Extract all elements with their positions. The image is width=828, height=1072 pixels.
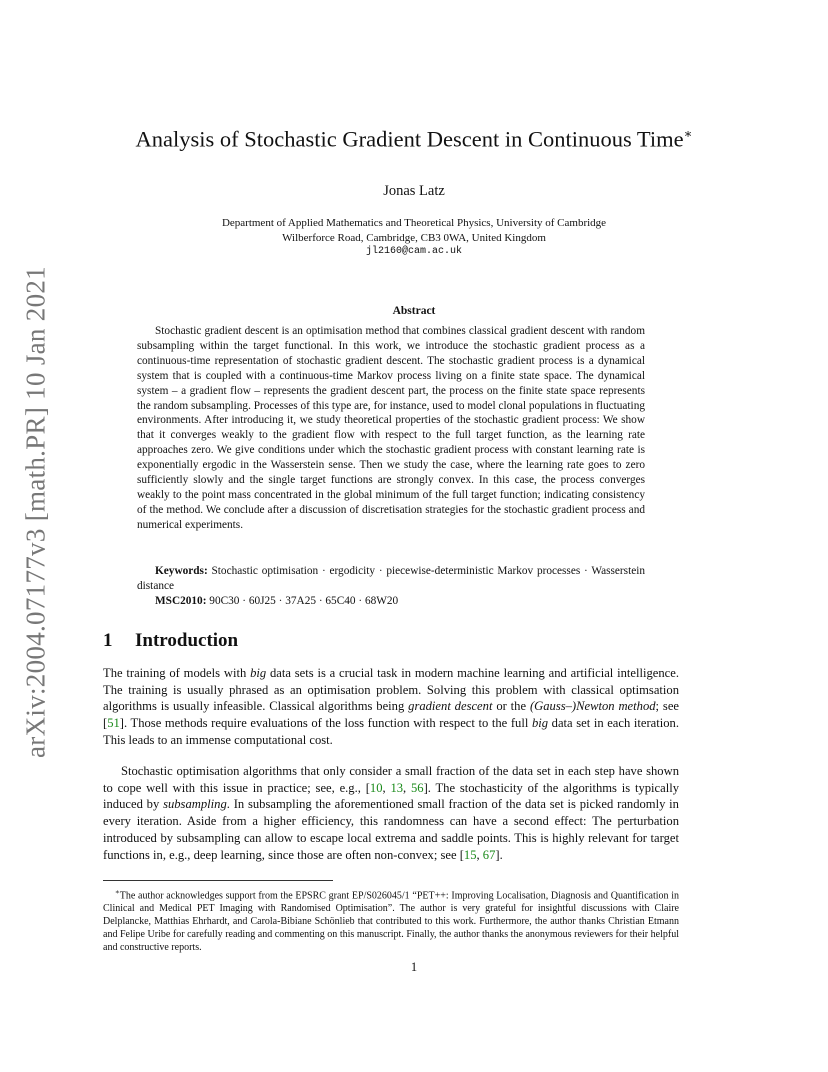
msc-text: 90C30 · 60J25 · 37A25 · 65C40 · 68W20 (209, 595, 399, 607)
text-run: data sets is a crucial task in modern machine learning and artificial intelligence. The training is usually phrased as an optimisation problem. Solving this problem with classical optimsation algorithms is usually infeasible. Classical algorithms being (103, 666, 679, 714)
affiliation (0, 216, 828, 246)
section-title: Introduction (135, 630, 239, 651)
abstract-heading: Abstract (392, 305, 436, 317)
msc-label: MSC2010: (155, 595, 207, 607)
citation-link[interactable]: 67 (482, 847, 496, 862)
affiliation-line-2: Wilberforce Road, Cambridge, CB3 0WA, United Kingdom (282, 232, 546, 244)
citation-link[interactable]: 15 (463, 847, 477, 862)
emphasis: gradient descent (408, 699, 493, 714)
author-email[interactable]: jl2160@cam.ac.uk (365, 246, 462, 257)
text-run: or the (492, 699, 530, 714)
abstract-body: Stochastic gradient descent is an optimisation method that combines classical gradient descent with random subsampling within the target functional. In this work, we introduce the stochastic gradient process as a continuous-time representation of stochastic gradient descent. The stochastic gradient process is a dynamical system that is coupled with a continuous-time Markov process living on a finite state space. The dynamical system – a gradient flow – represents the gradient descent part, the process on the finite state space represents the random subsampling. Processes of this type are, for instance, used to model clonal populations in fluctuating environments. After introducing it, we study theoretical properties of the stochastic gradient process: We show that it converges weakly to the gradient flow with respect to the full target function, as the learning rate approaches zero. We give conditions under which the stochastic gradient process with constant learning rate is exponentially ergodic in the Wasserstein sense. Then we study the case, where the learning rate goes to zero sufficiently slowly and the single target functions are strongly convex. In this case, the process converges weakly to the point mass concentrated in the global minimum of the full target function; indicating consistency of the method. We conclude after a discussion of discretisation strategies for the stochastic gradient process and numerical experiments. (137, 325, 645, 531)
title-text: Analysis of Stochastic Gradient Descent in Continuous Time (135, 126, 684, 152)
section-number: 1 (103, 630, 113, 651)
emphasis: big (250, 666, 267, 680)
text-run: ; see [ (103, 699, 679, 731)
section-heading (103, 630, 238, 652)
footnote-rule (103, 880, 333, 881)
keywords-label: Keywords: (155, 565, 208, 577)
citation-link[interactable]: 13 (390, 780, 404, 795)
affiliation-line-1: Department of Applied Mathematics and Theoretical Physics, University of Cambridge (221, 217, 607, 229)
emphasis: subsampling (163, 797, 227, 812)
text-run: , (403, 780, 411, 795)
footnote-mark: ∗ (115, 888, 120, 896)
text-run: Stochastic optimisation algorithms that only consider a small fraction of the data set in each step have shown to cope well with this issue in practice; see, e.g., [ (103, 764, 679, 795)
author-name: Jonas Latz (383, 183, 445, 199)
text-run: ]. (495, 847, 503, 862)
arxiv-stamp: arXiv:2004.07177v3 [math.PR] 10 Jan 2021 (20, 266, 51, 758)
text-run: , (382, 780, 391, 795)
intro-paragraph-2 (103, 763, 679, 863)
keywords (137, 564, 645, 594)
text-run: data set in each iteration. This leads to an immense computational cost. (103, 716, 679, 747)
citation-link[interactable]: 51 (107, 716, 120, 731)
msc-codes (155, 594, 398, 609)
emphasis: big (531, 716, 549, 731)
text-run: . In subsampling the aforementioned small fraction of the data set is picked randomly in every iteration. Aside from a higher efficiency, this randomness can have a second effect: The perturbation introduced by subsampling can allow to escape local extrema and saddle points. This is highly relevant for target functions in, e.g., deep learning, since those are often non-convex; see [ (103, 797, 679, 862)
intro-paragraph-1 (103, 665, 679, 749)
text-run: ]. The stochasticity of the algorithms is typically induced by (103, 780, 680, 812)
citation-link[interactable]: 10 (369, 780, 383, 795)
emphasis: (Gauss–)Newton method (529, 699, 656, 714)
title-footnote-mark: ∗ (683, 126, 693, 141)
text-run: ]. Those methods require evaluations of the loss function with respect to the full (119, 716, 532, 731)
page-number: 1 (410, 960, 418, 974)
footnote-text: The author acknowledges support from the EPSRC grant EP/S026045/1 “PET++: Improving Localisation, Diagnosis and Quantification in Clinical and Medical PET Imaging with Randomised Optimisation”. The author is very grateful for insightful discussions with Claire Delplancke, Matthias Ehrhardt, and Carola-Bibiane Schönlieb that contributed to this work. Furthermore, the author thanks Christian Etmann and Felipe Uribe for carefully reading and commenting on this manuscript. Finally, the author thanks the anonymous reviewers for their helpful and constructive reports. (103, 890, 679, 953)
paper-title (0, 126, 828, 153)
footnote (103, 886, 679, 955)
text-run: The training of models with (103, 666, 251, 680)
text-run: , (476, 847, 483, 862)
keywords-text: Stochastic optimisation · ergodicity · piecewise-deterministic Markov processes · Wasserstein distance (137, 565, 646, 592)
citation-link[interactable]: 56 (410, 780, 424, 795)
